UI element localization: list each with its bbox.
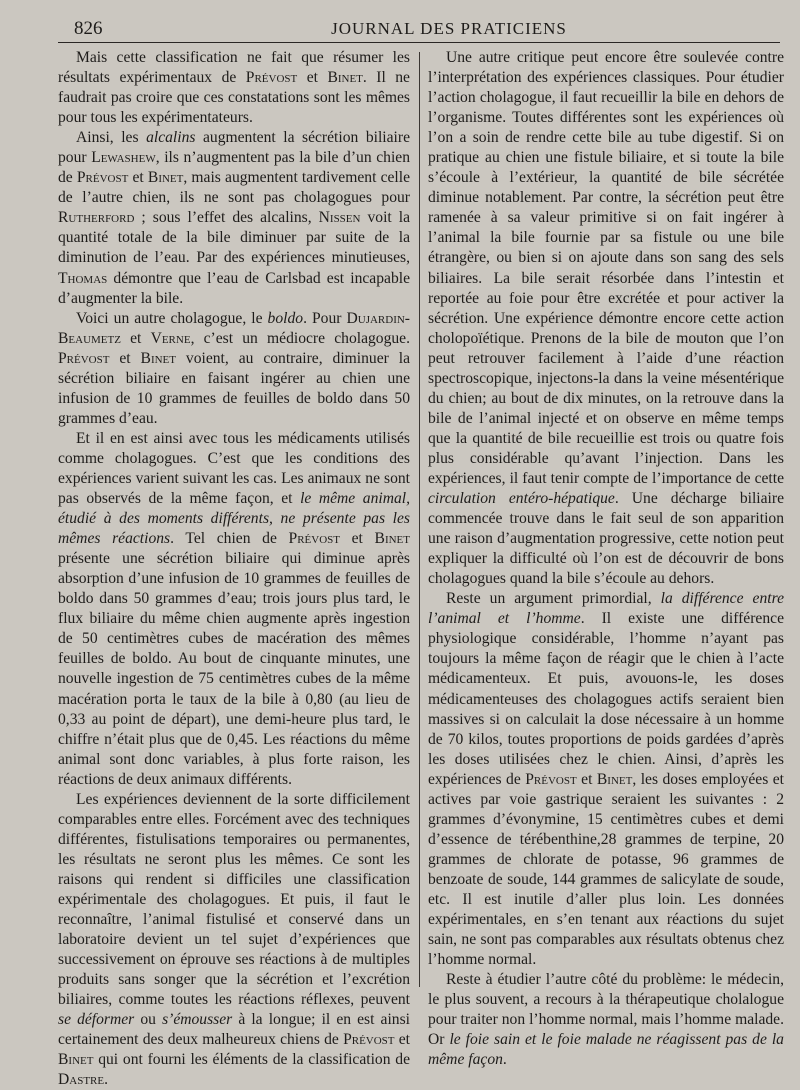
text-run: et [576,770,597,788]
emphasis-text: la différence entre l’animal et l’homme [428,590,784,628]
text-run: qui ont fourni les éléments de la classification de [93,1051,410,1069]
emphasis-text: le foie sain et le foie malade ne réagissent pas de la même façon [428,1031,784,1069]
author-name: Prévost [343,1031,395,1049]
author-name: Prévost [288,530,340,548]
left-column [58,48,410,1090]
journal-title: JOURNAL DES PRATICIENS [331,19,567,38]
text-run: Mais cette classification ne fait que résumer les résultats expérimentaux de [58,49,410,87]
emphasis-text: le même animal, étudié à des moments différents, ne présente pas les mêmes réactions [58,490,410,548]
text-run: . Il existe une différence physiologique considérable, l’homme n’ayant pas toujours la même façon de réagir que le chien à l’acte médicamenteux. Et puis, avouons-le, les doses médicamenteuses des cholagogues actifs seraient bien massives si on calculait la dose nécessaire à un homme de 70 kilos, toutes proportions de poids gardées d’après les doses utilisées chez le chien. Ainsi, d’après les expériences de [428,610,784,788]
author-name: Verne [150,329,191,347]
emphasis-text: se déformer [58,1011,135,1029]
paragraph [58,429,410,790]
right-column [428,48,784,1070]
text-run: Reste à étudier l’autre côté du problème: le médecin, le plus souvent, a recours à la thérapeutique cholalogue pour traiter non l’homme normal, mais l’homme malade. Or [428,971,784,1049]
author-name: Binet [374,530,410,548]
text-run: et [128,169,148,187]
author-name: Binet [596,770,633,788]
author-name: Rutherford [58,209,135,227]
text-run: voit la quantité totale de la bile diminuer par suite de la diminution de l’eau. Par des expériences minutieuses, [58,209,410,267]
text-run: présente une sécrétion biliaire qui diminue après absorption d’une infusion de 10 grammes de feuilles de boldo dans 50 grammes d’eau; trois jours plus tard, le flux biliaire du même chien augmente après ingestion de 50 centimètres cubes de macération des mêmes feuilles de boldo. Au bout de cinquante minutes, une nouvelle ingestion de 75 centimètres cubes de la même macération porta le taux de la bile à 0,80 (au lieu de 0,33 au point de départ), une demi-heure plus tard, le chiffre n’était plus que de 0,45. Les réactions du même animal sont donc variables, à plus forte raison, les réactions de deux animaux différents. [58,550,410,788]
author-name: Dujardin-Beaumetz [58,309,410,347]
author-name: Lewashew [91,149,156,167]
text-run: et [120,329,151,347]
paragraph [58,48,410,128]
text-run: . Il ne faudrait pas croire que ces constatations sont les mêmes pour tous les expérimentateurs. [58,69,410,127]
text-run: , mais augmentent tardivement celle de l’autre chien, ils ne sont pas cholagogues pour [58,169,410,207]
text-run: à la longue; il en est ainsi certainement des deux malheureux chiens de [58,1011,411,1049]
text-run: augmentent la sécrétion biliaire pour [58,129,410,167]
author-name: Nissen [318,209,361,227]
paragraph [428,970,784,1070]
author-name: Dastre [58,1071,105,1089]
column-divider [419,52,420,987]
text-run: , ils n’augmentent pas la bile d’un chien de [58,149,411,187]
text-run: ou [134,1011,163,1029]
author-name: Binet [140,349,176,367]
paragraph [58,128,410,308]
text-run: et [394,1031,410,1049]
author-name: Thomas [58,269,108,287]
text-run: . [502,1051,507,1069]
text-run: , les doses employées et actives par voie gastrique seraient les suivantes : 2 grammes d’évonymine, 15 centimètres cubes et demi d’essence de térébenthine,28 grammes de terpine, 20 grammes de chlorate de potasse, 96 grammes de benzoate de soude, 144 grammes de salicylate de soude, etc. Il est inutile d’aller plus loin. Les données expérimentales, en s’en tenant aux réactions du sujet sain, ne sont pas comparables aux résultats obtenus chez l’homme normal. [428,770,784,969]
text-run: voient, au contraire, diminuer la sécrétion biliaire en faisant ingérer au chien une infusion de 10 grammes de feuilles de boldo dans 50 grammes d’eau. [58,349,410,427]
text-run: Et il en est ainsi avec tous les médicaments utilisés comme cholagogues. C’est que les conditions des expériences varient suivant les cas. Les animaux ne sont pas observés de la même façon, et [58,429,410,508]
author-name: Prévost [245,69,298,87]
paragraph [58,790,410,1090]
paragraph [428,48,784,589]
author-name: Binet [147,169,184,187]
paragraph [58,309,410,429]
text-run: et [339,530,375,548]
header-rule [58,42,780,43]
text-run: , c’est un médiocre cholagogue. [190,329,410,347]
text-run: Une autre critique peut encore être soulevée contre l’interprétation des expériences classiques. Pour étudier l’action cholagogue, il faut recueillir la bile en dehors de l’organisme. Toutes différentes sont les expériences où l’on a soin de rendre cette bile au tube digestif. Si on pratique au chien une fistule biliaire, et si toute la bile s’écoule à l’extérieur, la quantité de bile sécrétée diminue notablement. Par contre, la sécrétion peut être ramenée à sa valeur primitive si on fait ingérer à l’animal la bile fournie par sa fistule ou une bile étrangère, ou bien si on ajoute dans son sang des sels biliaires. La bile serait résorbée dans l’intestin et reportée au foie pour être excrétée et pour activer la sécrétion. Une expérience démontre encore cette action cholopoïétique. Prenons de la bile de mouton que l’on peut retrouver facilement à l’aide d’une réaction spectroscopique, injectons-la dans la veine mésentérique du chien; au bout de dix minutes, on la retrouve dans la bile de l’animal injecté et on observe en même temps que la quantité de bile recueillie est trois ou quatre fois plus considérable qu’avant l’injection. Dans les expériences, il faut tenir compte de l’importance de cette [428,49,784,487]
text-run: Voici un autre cholagogue, le [76,309,268,327]
text-run: ; sous l’effet des alcalins, [134,209,319,227]
author-name: Prévost [58,349,110,367]
text-run: démontre que l’eau de Carlsbad est incapable d’augmenter la bile. [58,269,410,307]
text-run: Reste un argument primordial, [446,590,661,608]
text-run: Ainsi, les [76,129,147,147]
author-name: Prévost [76,169,129,187]
paragraph [428,589,784,970]
text-run: . Tel chien de [170,530,289,548]
page-header [58,14,780,42]
emphasis-text: s’émousser [162,1011,233,1029]
author-name: Prévost [525,770,577,788]
author-name: Binet [327,69,363,87]
text-run: . [104,1071,109,1089]
text-run: et [297,69,328,87]
text-run: Les expériences deviennent de la sorte difficilement comparables entre elles. Forcément avec des techniques différentes, fistulisations temporaires ou permanentes, les résultats ne seront plus les mêmes. Ce sont les raisons qui rendent si difficiles une classification expérimentale des cholagogues. Et puis, il faut le reconnaître, l’animal fistulisé et conservé dans un laboratoire devient un tel sujet d’expériences que successivement on éprouve ses réactions à de multiples produits sans songer que la sécrétion et l’excrétion biliaires, comme toutes les réactions réflexes, peuvent [58,790,410,1009]
text-run: et [109,349,141,367]
emphasis-text: boldo [267,309,304,327]
emphasis-text: alcalins [146,129,196,147]
text-run: . Pour [303,309,347,327]
page-number: 826 [74,18,103,39]
author-name: Binet [58,1051,94,1069]
text-run: . Une décharge biliaire commencée trouve dans le fait seul de son apparition une raison d’augmentation progressive, cette notion peut expliquer la difficulté où l’on est de découvrir de bons cholagogues quand la bile s’écoule au dehors. [428,490,784,588]
emphasis-text: circulation entéro-hépatique [428,490,615,508]
